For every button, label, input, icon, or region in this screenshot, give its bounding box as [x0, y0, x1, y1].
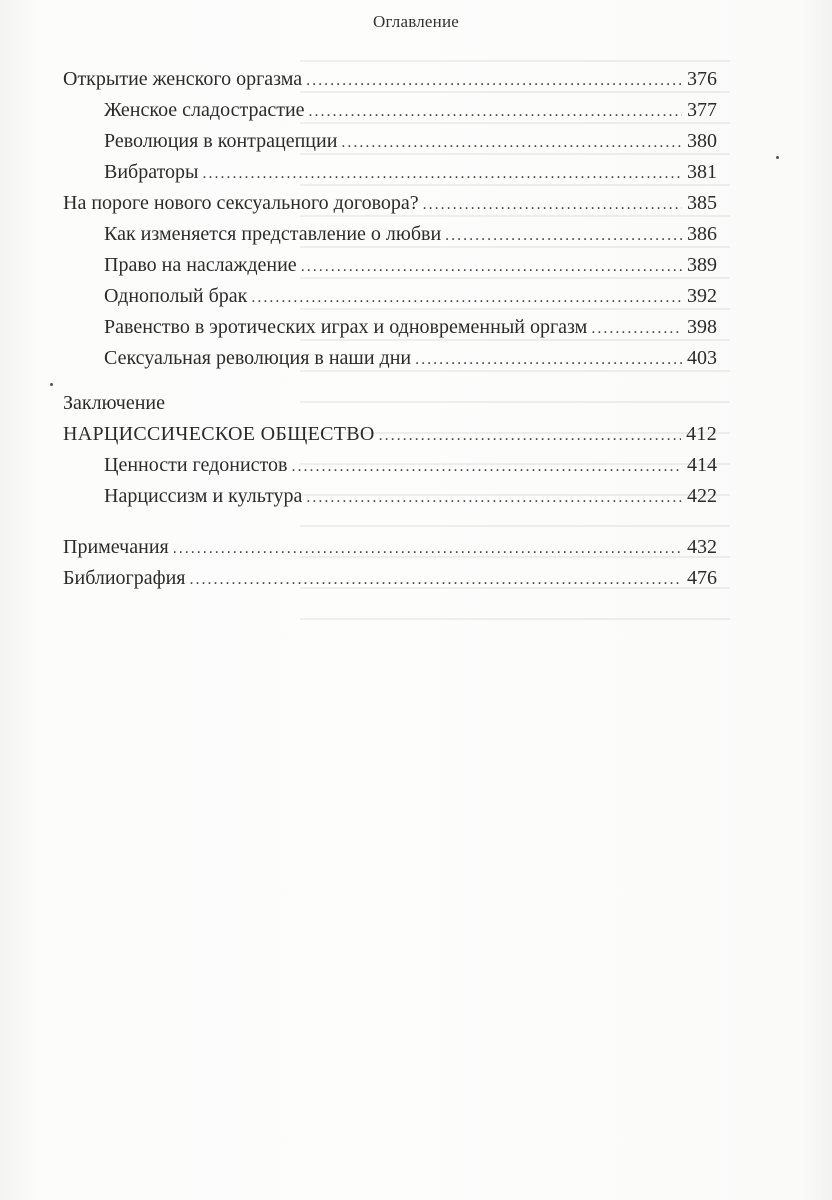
toc-entry-page: 476: [687, 567, 717, 589]
dot-leader: [591, 313, 682, 344]
toc-entry-title: Женское сладострастие: [104, 99, 305, 121]
running-head: Оглавление: [373, 12, 459, 31]
toc-entry-title: НАРЦИССИЧЕСКОЕ ОБЩЕСТВО: [63, 423, 375, 445]
toc-entry-page: 380: [687, 130, 717, 152]
toc-entry-title: Однополый брак: [104, 285, 248, 307]
toc-entry[interactable]: [63, 281, 717, 312]
spacer: [63, 512, 717, 532]
toc-entry[interactable]: [63, 532, 717, 563]
toc-entry-page: 385: [687, 192, 717, 214]
toc-entry-page: 422: [687, 485, 717, 507]
toc-entry[interactable]: [63, 188, 717, 219]
toc-entry-title: Революция в контрацепции: [104, 130, 338, 152]
toc-entry-page: 376: [687, 68, 717, 90]
paper-speck: [776, 156, 779, 159]
dot-leader: [291, 451, 682, 482]
toc-entry[interactable]: [63, 126, 717, 157]
dot-leader: [415, 344, 682, 375]
toc-entry-title: На пороге нового сексуального договора?: [63, 192, 419, 214]
toc-entry-title: Открытие женского оргазма: [63, 68, 303, 90]
toc-entry[interactable]: [63, 312, 717, 343]
toc-entry-page: 412: [686, 423, 717, 445]
toc-entry-title: Сексуальная революция в наши дни: [104, 347, 412, 369]
dot-leader: [251, 282, 682, 313]
toc-entry[interactable]: [63, 563, 717, 594]
toc-entry[interactable]: [63, 95, 717, 126]
toc-entry[interactable]: [63, 343, 717, 374]
dot-leader: [203, 158, 683, 189]
dot-leader: [306, 482, 682, 513]
toc-entry-page: 386: [687, 223, 717, 245]
dot-leader: [423, 189, 682, 220]
dot-leader: [190, 564, 683, 595]
toc-entry[interactable]: [63, 419, 717, 450]
toc-entry-title: Примечания: [63, 536, 169, 558]
toc-entry[interactable]: [63, 157, 717, 188]
toc-entry-page: 403: [687, 347, 717, 369]
toc-entry-title: Библиография: [63, 567, 186, 589]
dot-leader: [309, 96, 682, 127]
toc-entry-title: Равенство в эротических играх и одновременный оргазм: [104, 316, 588, 338]
toc-entry-title: Право на наслаждение: [104, 254, 297, 276]
table-of-contents: [63, 64, 717, 594]
toc-entry-page: 392: [687, 285, 717, 307]
toc-entry[interactable]: [63, 481, 717, 512]
toc-entry-page: 381: [687, 161, 717, 183]
dot-leader: [301, 251, 682, 282]
toc-entry-page: 398: [687, 316, 717, 338]
dot-leader: [341, 127, 682, 158]
toc-entry[interactable]: [63, 219, 717, 250]
dot-leader: [173, 533, 682, 564]
toc-entry[interactable]: [63, 64, 717, 95]
paper-speck: [50, 383, 53, 386]
dot-leader: [379, 420, 681, 451]
dot-leader: [445, 220, 682, 251]
toc-entry-page: 389: [687, 254, 717, 276]
toc-entry-title: Как изменяется представление о любви: [104, 223, 442, 245]
toc-entry-page: 432: [687, 536, 717, 558]
toc-entry-title: Ценности гедонистов: [104, 454, 288, 476]
toc-entry-page: 377: [687, 99, 717, 121]
toc-entry-title: Нарциссизм и культура: [104, 485, 303, 507]
toc-entry-title: Вибраторы: [104, 161, 199, 183]
section-label-conclusion: Заключение: [63, 392, 165, 414]
spacer: [63, 374, 717, 388]
toc-entry[interactable]: [63, 250, 717, 281]
toc-entry-page: 414: [687, 454, 717, 476]
dot-leader: [306, 65, 682, 96]
toc-entry[interactable]: [63, 450, 717, 481]
